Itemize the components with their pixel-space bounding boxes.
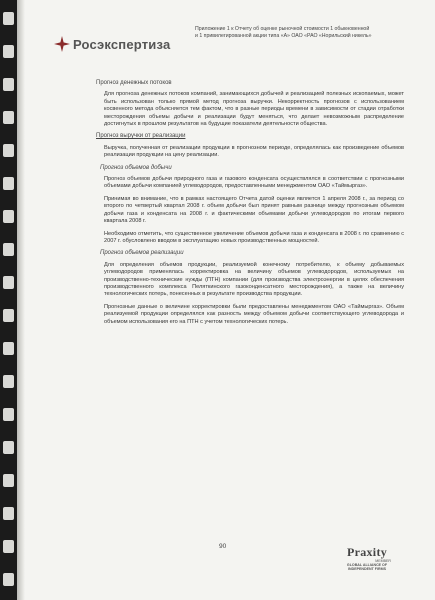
company-logo [54,36,170,52]
header-note-line: Приложение 1 к Отчету об оценке рыночной стоимости 1 обыкновенной [195,26,370,32]
binding-hole [3,408,14,421]
logo-text: Росэкспертиза [73,36,171,52]
praxity-tagline: GLOBAL ALLIANCE OF [346,563,388,567]
praxity-logo [337,545,397,572]
praxity-tagline: INDEPENDENT FIRMS [348,567,386,572]
section-heading-cash-flow: Прогноз денежных потоков [96,80,172,86]
page-number: 90 [219,543,227,550]
subsection-heading-sales: Прогноз объемов реализации [100,250,184,257]
binding-strip [0,0,17,600]
paragraph: Необходимо отметить, что существенное увеличение объемов добычи газа и конденсата в 2008 г. по сравнению с 2007 г. обусловлено вводом в эксплуатацию новых производственных мощностей. [104,230,404,244]
binding-hole [3,210,14,223]
binding-hole [3,276,14,289]
praxity-name: Praxity [346,545,388,559]
header-note-line: и 1 привилегированной акции типа «А» ОАО «РАО «Норильский никель» [195,33,372,39]
binding-hole [3,375,14,388]
binding-hole [3,243,14,256]
paper-shadow [17,0,25,600]
section-heading-revenue: Прогноз выручки от реализации [96,133,186,140]
paragraph: Для определения объемов продукции, реализуемой конечному потребителю, к объему добываемых углеводородов применялась корректировка на величину объемов углеводородов, используемых на производственно-технические нужды (ПТН) компании (для производства электроэнергии в целях обеспечения производственного комплекса Пеляткинского газоконденсатного месторождения), а также на величину технологических потерь, понесенных в результате производства продукции. [104,261,404,298]
paragraph: Прогноз объемов добычи природного газа и газового конденсата осуществлялся в соответствии с прогнозными объемами добычи компанией углеводородов, предоставленными менеджментом ОАО «Таймыргаз». [104,176,404,190]
paragraph: Выручка, полученная от реализации продукции в прогнозном периоде, определялась как произведение объемов реализации продукции на цену реализации. [104,144,404,159]
header-note [195,26,410,40]
binding-hole [3,540,14,553]
paragraph: Прогнозные данные о величине корректировки были предоставлены менеджментом ОАО «Таймыргаз». Объем реализуемой продукции определялся как разность между объемом добычи соответствующего углеводорода и объемом использования его на ПТН с учетом технологических потерь. [104,303,404,325]
binding-hole [3,45,14,58]
paragraph: Принимая во внимание, что в рамках настоящего Отчета датой оценки является 1 апреля 2008 г., за период со второго по четвертый квартал 2008 г. объем добычи был принят равным разнице между прогнозным объемом добычи газа и конденсата на 2008 г. и фактическими объемами добычи углеводородов по итогам первого квартала 2008 г. [104,195,404,225]
binding-hole [3,474,14,487]
binding-hole [3,441,14,454]
binding-hole [3,78,14,91]
binding-hole [3,342,14,355]
binding-hole [3,12,14,25]
binding-hole [3,111,14,124]
paragraph: Для прогноза денежных потоков компаний, занимающихся добычей и реализацией полезных ископаемых, может быть использован только прямой метод прогноза выручки. Некорректность прогнозов с использованием косвенного метода объясняется тем фактом, что в разные периоды времени в зависимости от стадии отработки месторождения объемы добычи и реализации будут меняться, что делает невозможным распределение достигнутых в прошлом результатов на будущие показатели деятельности общества. [104,91,404,128]
subsection-heading-production: Прогноз объемов добычи [100,164,172,171]
page-header [40,12,420,52]
star-logo-icon [54,36,70,52]
praxity-member: MEMBER [375,559,391,563]
binding-hole [3,309,14,322]
binding-hole [3,573,14,586]
document-body [96,80,404,331]
binding-hole [3,177,14,190]
binding-hole [3,144,14,157]
binding-hole [3,507,14,520]
